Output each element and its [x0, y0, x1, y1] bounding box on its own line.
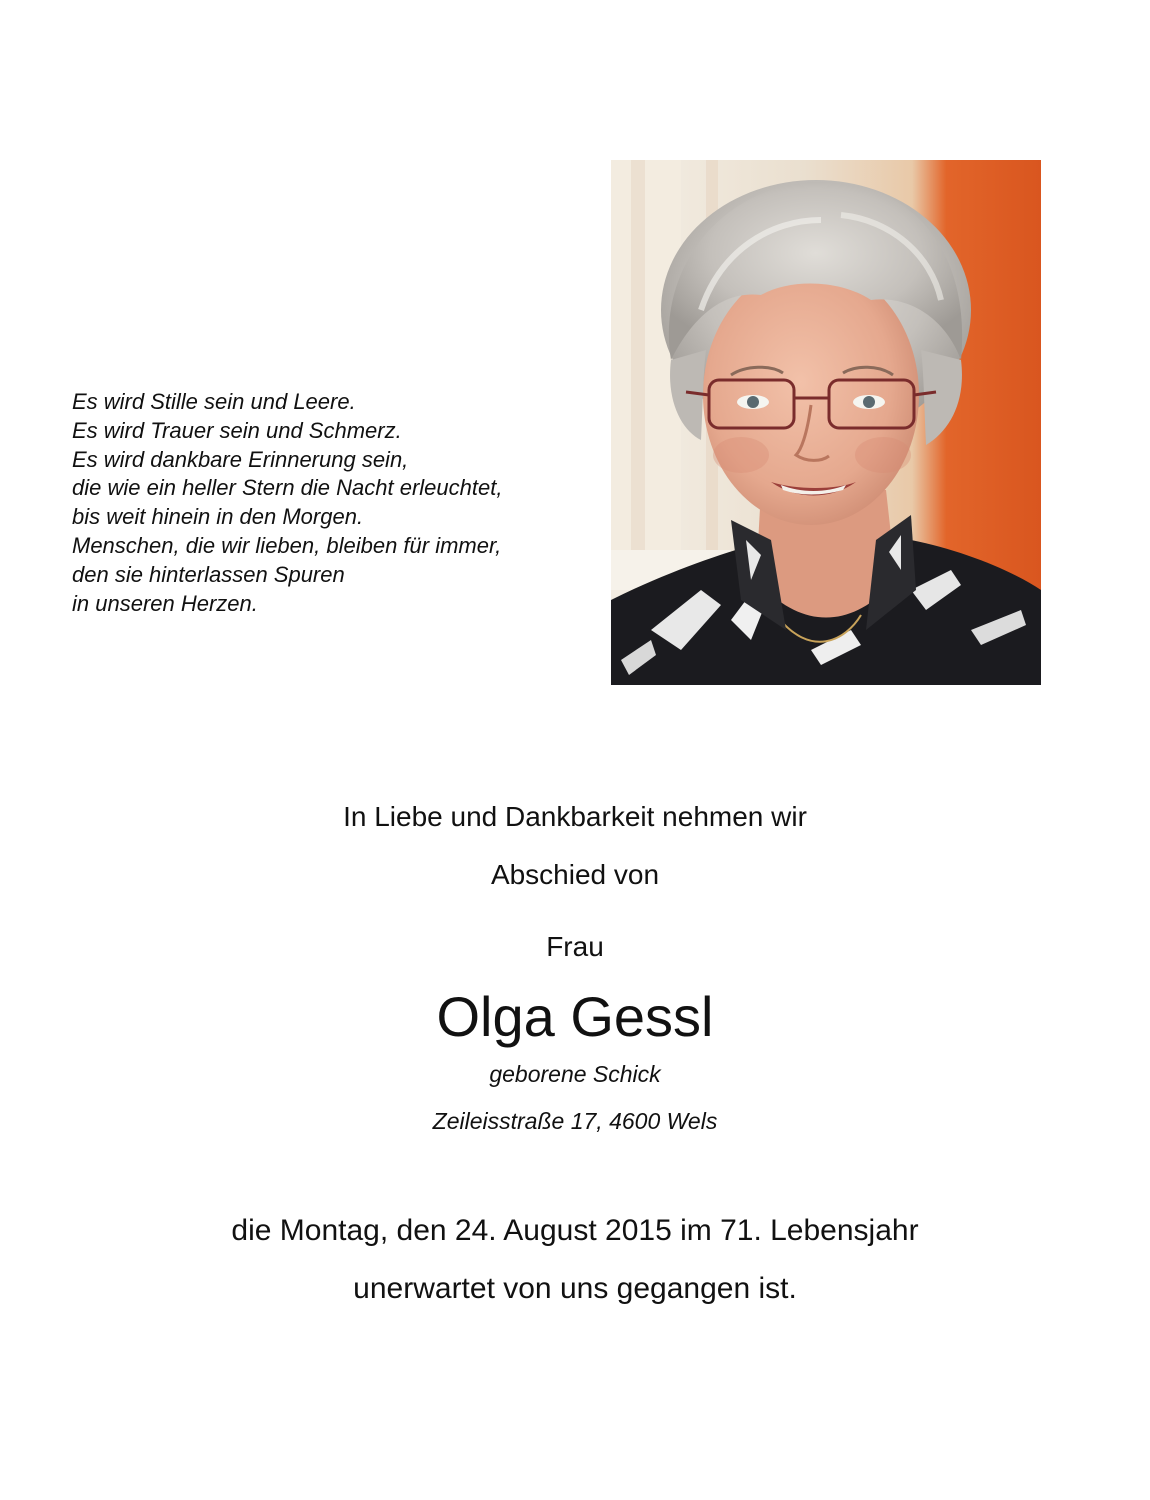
poem-line: Es wird dankbare Erinnerung sein, — [72, 446, 409, 472]
poem — [72, 388, 592, 618]
death-line-1-text: die Montag, den 24. August 2015 im 71. Lebensjahr — [231, 1214, 919, 1247]
death-line-2 — [0, 1272, 1150, 1306]
death-line-2-text: unerwartet von uns gegangen ist. — [353, 1272, 797, 1305]
address — [0, 1108, 1150, 1135]
poem-line: Menschen, die wir lieben, bleiben für immer, — [72, 532, 502, 558]
poem-line: die wie ein heller Stern die Nacht erleuchtet, — [72, 475, 503, 501]
poem-line: in unseren Herzen. — [72, 590, 258, 616]
deceased-name-text: Olga Gessl — [436, 985, 714, 1048]
deceased-name — [0, 984, 1150, 1049]
intro-line-2 — [0, 859, 1150, 891]
intro-line-1-text: In Liebe und Dankbarkeit nehmen wir — [343, 801, 807, 832]
portrait-photo — [611, 160, 1041, 685]
salutation — [0, 931, 1150, 963]
intro-line-1 — [0, 801, 1150, 833]
poem-line: Es wird Stille sein und Leere. — [72, 389, 356, 414]
poem-line: bis weit hinein in den Morgen. — [72, 504, 364, 530]
maiden-name — [0, 1061, 1150, 1088]
poem-line: den sie hinterlassen Spuren — [72, 561, 345, 587]
death-line-1 — [0, 1214, 1150, 1248]
salutation-text: Frau — [546, 931, 604, 962]
portrait-illustration — [611, 160, 1041, 685]
intro-line-2-text: Abschied von — [490, 859, 660, 890]
address-text: Zeileisstraße 17, 4600 Wels — [432, 1108, 718, 1134]
poem-line: Es wird Trauer sein und Schmerz. — [72, 417, 402, 443]
maiden-name-text: geborene Schick — [489, 1061, 661, 1087]
